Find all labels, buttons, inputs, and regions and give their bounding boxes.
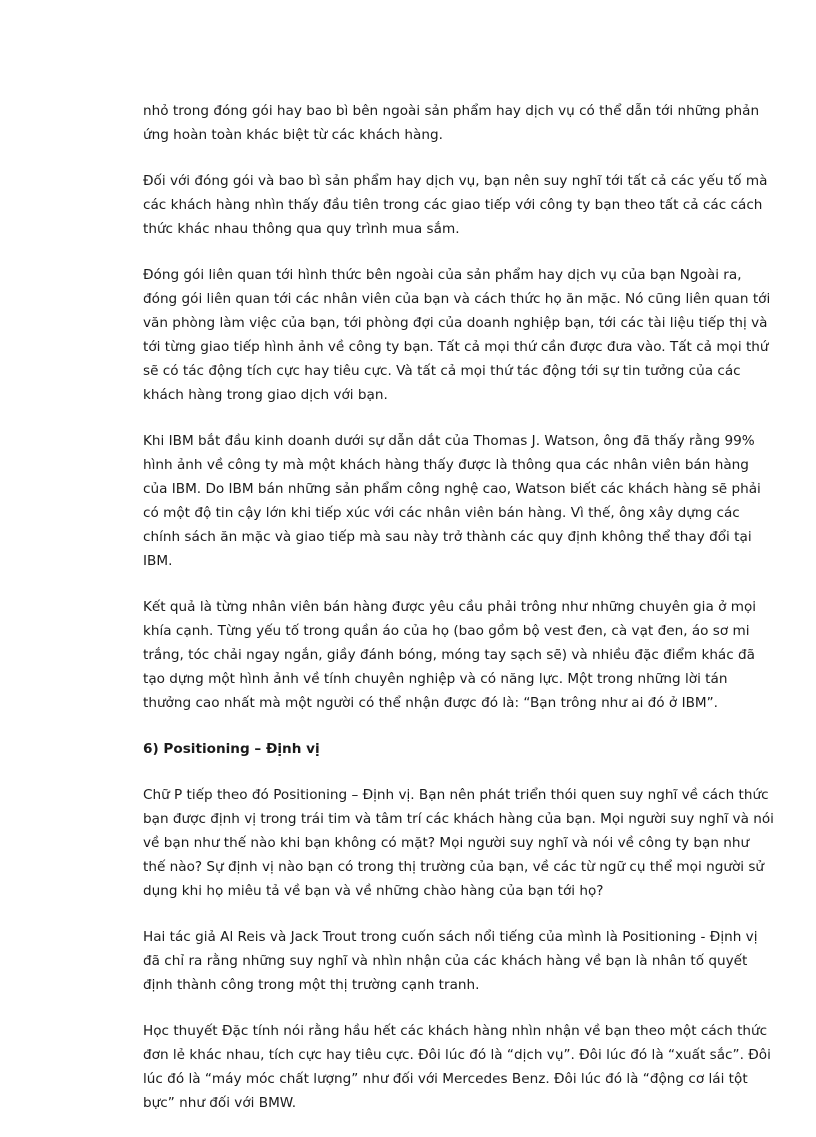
text-line: hình ảnh về công ty mà một khách hàng thấy được là thông qua các nhân viên bán hàng xyxy=(143,457,749,473)
text-line: trắng, tóc chải ngay ngắn, giầy đánh bóng, móng tay sạch sẽ) và nhiều đặc điểm khác đã xyxy=(143,647,756,663)
section-heading-positioning: 6) Positioning – Định vị xyxy=(143,741,320,757)
text-line: Đóng gói liên quan tới hình thức bên ngoài của sản phẩm hay dịch vụ của bạn Ngoài ra, xyxy=(143,267,742,283)
text-line: văn phòng làm việc của bạn, tới phòng đợi của doanh nghiệp bạn, tới các tài liệu tiếp thị và xyxy=(143,315,768,331)
paragraph-packaging-scope xyxy=(143,263,771,407)
text-line: ứng hoàn toàn khác biệt từ các khách hàng. xyxy=(143,127,443,143)
text-line: đóng gói liên quan tới các nhân viên của bạn và cách thức họ ăn mặc. Nó cũng liên quan tới xyxy=(143,291,771,307)
document-body xyxy=(143,99,774,1137)
paragraph-packaging-intro xyxy=(143,99,760,147)
paragraph-reis-trout xyxy=(143,925,758,997)
text-line: dụng khi họ miêu tả về bạn và về những chào hàng của bạn tới họ? xyxy=(143,883,604,899)
text-line: có một độ tin cậy lớn khi tiếp xúc với các nhân viên bán hàng. Vì thế, ông xây dựng các xyxy=(143,505,740,521)
text-line: Khi IBM bắt đầu kinh doanh dưới sự dẫn dắt của Thomas J. Watson, ông đã thấy rằng 99% xyxy=(143,433,755,449)
paragraph-identity-theory xyxy=(143,1019,771,1115)
text-line: Học thuyết Đặc tính nói rằng hầu hết các khách hàng nhìn nhận về bạn theo một cách thức xyxy=(143,1023,768,1039)
text-line: của IBM. Do IBM bán những sản phẩm công nghệ cao, Watson biết các khách hàng sẽ phải xyxy=(143,481,761,497)
text-line: định thành công trong một thị trường cạnh tranh. xyxy=(143,977,480,993)
text-line: khách hàng trong giao dịch với bạn. xyxy=(143,387,388,403)
paragraph-packaging-factors xyxy=(143,169,768,241)
text-line: nhỏ trong đóng gói hay bao bì bên ngoài sản phẩm hay dịch vụ có thể dẫn tới những phản xyxy=(143,103,760,119)
text-line: Chữ P tiếp theo đó Positioning – Định vị. Bạn nên phát triển thói quen suy nghĩ về cách thức xyxy=(143,787,769,803)
text-line: Kết quả là từng nhân viên bán hàng được yêu cầu phải trông như những chuyên gia ở mọi xyxy=(143,599,757,615)
text-line: Hai tác giả Al Reis và Jack Trout trong cuốn sách nổi tiếng của mình là Positioning - Định vị xyxy=(143,929,758,945)
text-line: Đối với đóng gói và bao bì sản phẩm hay dịch vụ, bạn nên suy nghĩ tới tất cả các yếu tố mà xyxy=(143,173,768,189)
text-line: thế nào? Sự định vị nào bạn có trong thị trường của bạn, về các từ ngữ cụ thể mọi người sử xyxy=(143,859,765,875)
text-line: các khách hàng nhìn thấy đầu tiên trong các giao tiếp với công ty bạn theo tất cả các cách xyxy=(143,197,763,213)
text-line: bạn được định vị trong trái tim và tâm trí các khách hàng của bạn. Mọi người suy nghĩ và nói xyxy=(143,811,774,827)
text-line: thưởng cao nhất mà một người có thể nhận được đó là: “Bạn trông như ai đó ở IBM”. xyxy=(143,695,718,711)
text-line: bực” như đối với BMW. xyxy=(143,1095,297,1111)
text-line: IBM. xyxy=(143,553,173,569)
text-line: về bạn như thế nào khi bạn không có mặt? Mọi người suy nghĩ và nói về công ty bạn như xyxy=(143,835,750,851)
text-line: thức khác nhau thông qua quy trình mua sắm. xyxy=(143,221,460,237)
text-line: chính sách ăn mặc và giao tiếp mà sau này trở thành các quy định không thể thay đổi tại xyxy=(143,529,752,545)
paragraph-ibm-result xyxy=(143,595,757,715)
paragraph-ibm-watson xyxy=(143,429,761,573)
text-line: sẽ có tác động tích cực hay tiêu cực. Và tất cả mọi thứ tác động tới sự tin tưởng của các xyxy=(143,363,741,379)
text-line: khía cạnh. Từng yếu tố trong quần áo của họ (bao gồm bộ vest đen, cà vạt đen, áo sơ mi xyxy=(143,623,750,639)
paragraph-positioning-intro xyxy=(143,783,774,903)
text-line: tạo dựng một hình ảnh về tính chuyên nghiệp và có năng lực. Một trong những lời tán xyxy=(143,671,728,687)
text-line: lúc đó là “máy móc chất lượng” như đối với Mercedes Benz. Đôi lúc đó là “động cơ lái tột xyxy=(143,1071,748,1087)
text-line: tới từng giao tiếp hình ảnh về công ty bạn. Tất cả mọi thứ cần được đưa vào. Tất cả mọi thứ xyxy=(143,339,769,355)
text-line: đã chỉ ra rằng những suy nghĩ và nhìn nhận của các khách hàng về bạn là nhân tố quyết xyxy=(143,953,748,969)
text-line: đơn lẻ khác nhau, tích cực hay tiêu cực. Đôi lúc đó là “dịch vụ”. Đôi lúc đó là “xuất sắc”. Đôi xyxy=(143,1047,771,1063)
